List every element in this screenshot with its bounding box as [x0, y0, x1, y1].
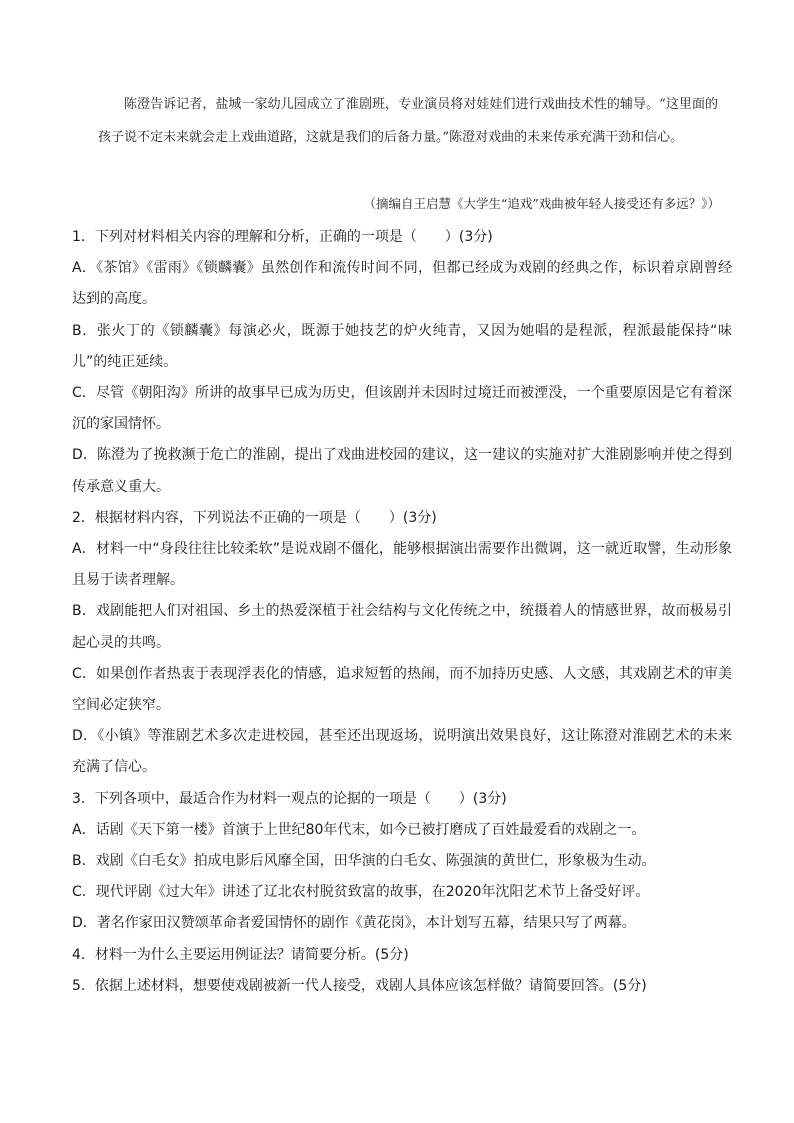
- passage-source: （摘编自王启慧《大学生“追戏”戏曲被年轻人接受还有多远？》）: [363, 196, 720, 211]
- question-2-stem: 2．根据材料内容，下列说法不正确的一项是（ ）(3分): [72, 509, 437, 526]
- question-2-option-a: A．材料一中“身段往往比较柔软”是说戏剧不僵化，能够根据演出需要作出微调，这一就近取譬，生动形象且易于读者理解。: [72, 541, 732, 589]
- question-3-option-d: D．著名作家田汉赞颂革命者爱国情怀的剧作《黄花岗》，本计划写五幕，结果只写了两幕。: [72, 915, 636, 932]
- question-list: [72, 222, 732, 1002]
- question-3-option-a: A．话剧《天下第一楼》首演于上世纪80年代末，如今已被打磨成了百姓最爱看的戏剧之一。: [72, 821, 646, 838]
- question-2-option-c: C．如果创作者热衷于表现浮表化的情感，追求短暂的热闹，而不加持历史感、人文感，其戏剧艺术的审美空间必定狭窄。: [72, 665, 732, 714]
- question-1-option-d: D．陈澄为了挽救濒于危亡的淮剧，提出了戏曲进校园的建议，这一建议的实施对扩大淮剧影响并使之得到传承意义重大。: [72, 447, 732, 495]
- question-5-stem: 5．依据上述材料，想要使戏剧被新一代人接受，戏剧人具体应该怎样做？请简要回答。(5分): [72, 977, 647, 994]
- question-2-option-b: B．戏剧能把人们对祖国、乡土的热爱深植于社会结构与文化传统之中，统摄着人的情感世界，故而极易引起心灵的共鸣。: [72, 603, 732, 651]
- question-1-stem: 1．下列对材料相关内容的理解和分析，正确的一项是（ ）(3分): [72, 229, 493, 245]
- question-1-option-a: A．《茶馆》《雷雨》《锁麟囊》虽然创作和流传时间不同，但都已经成为戏剧的经典之作，标识着京剧曾经达到的高度。: [72, 260, 732, 308]
- question-3-option-b: B．戏剧《白毛女》拍成电影后风靡全国，田华演的白毛女、陈强演的黄世仁，形象极为生动。: [72, 853, 656, 870]
- passage-paragraph: 陈澄告诉记者，盐城一家幼儿园成立了淮剧班，专业演员将对娃娃们进行戏曲技术性的辅导。“这里面的孩子说不定未来就会走上戏曲道路，这就是我们的后备力量。”陈澄对戏曲的未来传承充满干劲和信心。: [98, 97, 718, 145]
- question-1-option-c: C．尽管《朝阳沟》所讲的故事早已成为历史，但该剧并未因时过境迁而被湮没，一个重要原因是它有着深沉的家国情怀。: [72, 385, 732, 433]
- question-1-option-b: B．张火丁的《锁麟囊》每演必火，既源于她技艺的炉火纯青，又因为她唱的是程派，程派最能保持“味儿”的纯正延续。: [72, 322, 732, 370]
- question-2-option-d: D．《小镇》等淮剧艺术多次走进校园，甚至还出现返场，说明演出效果良好，这让陈澄对淮剧艺术的未来充满了信心。: [72, 728, 732, 776]
- question-3-stem: 3．下列各项中，最适合作为材料一观点的论据的一项是（ ）(3分): [72, 790, 507, 807]
- passage-block: [98, 88, 718, 154]
- question-4-stem: 4．材料一为什么主要运用例证法？请简要分析。(5分): [72, 946, 409, 963]
- question-3-option-c: C．现代评剧《过大年》讲述了辽北农村脱贫致富的故事，在2020年沈阳艺术节上备受好评。: [72, 884, 650, 901]
